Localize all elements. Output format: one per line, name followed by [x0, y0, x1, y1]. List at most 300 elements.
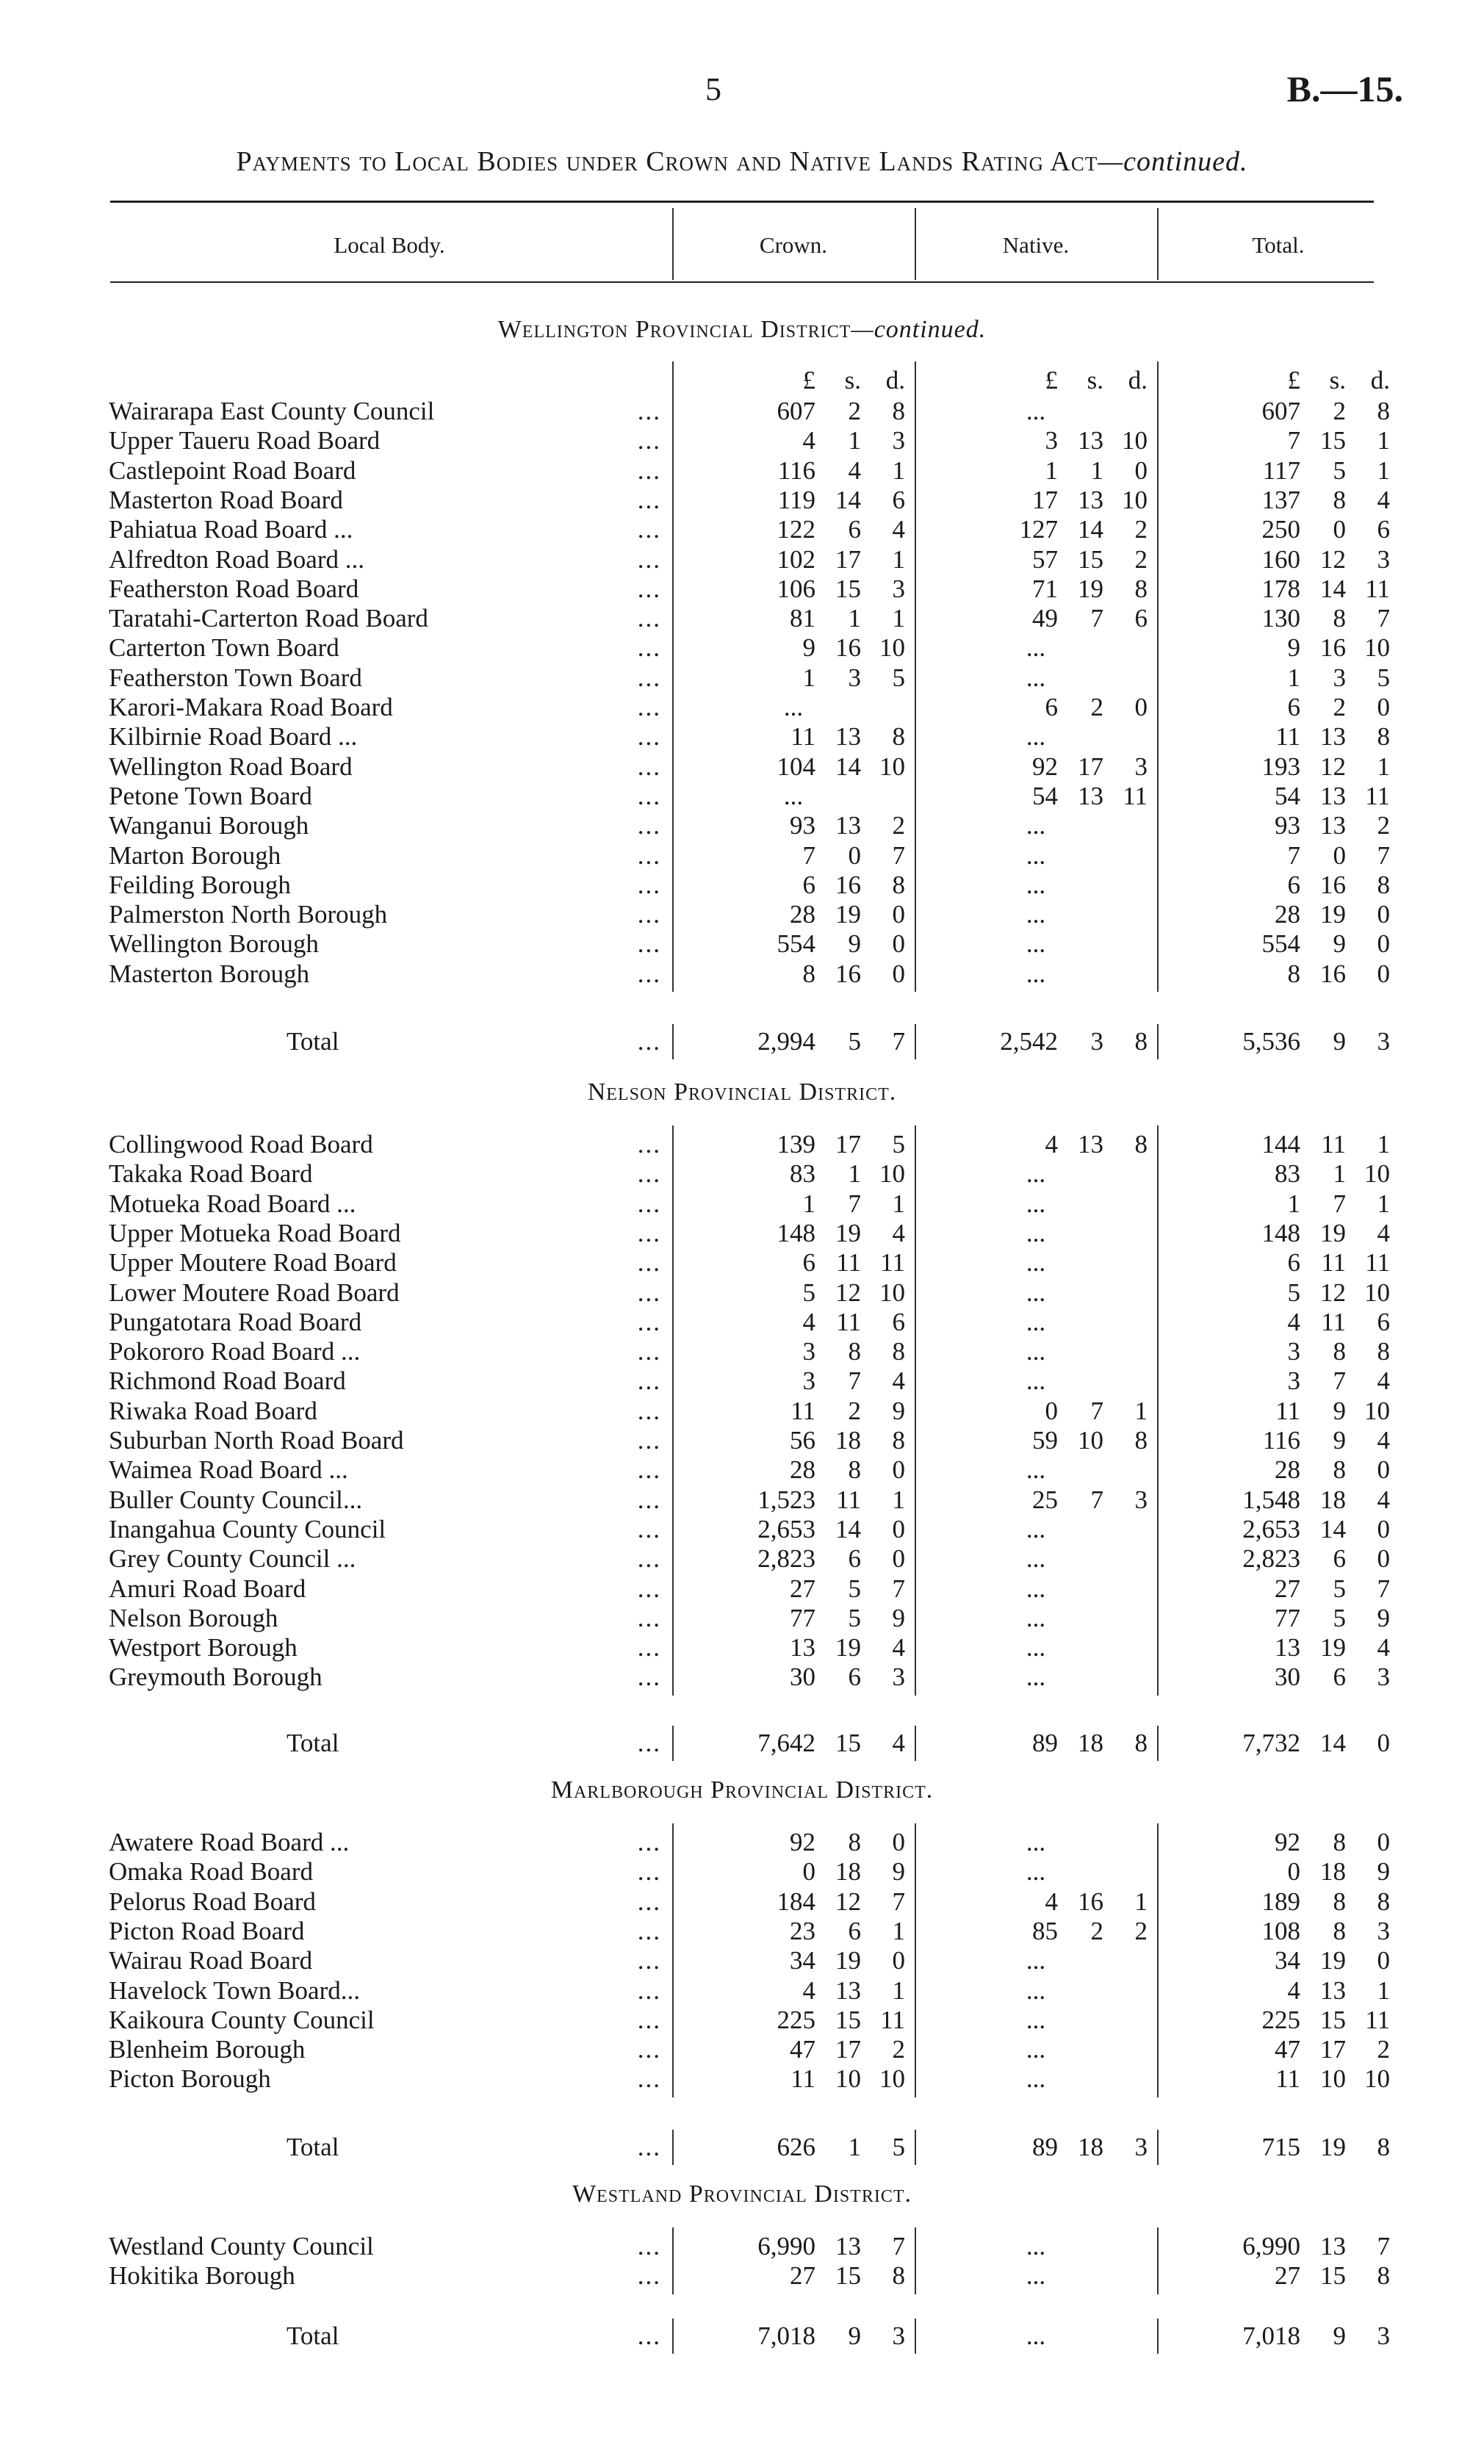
native-nil: ... — [1026, 929, 1046, 959]
total-shillings: 7 — [1333, 1189, 1346, 1218]
crown-shillings: 17 — [835, 544, 861, 574]
native-pounds: 127 — [1019, 515, 1058, 544]
native-nil: ... — [1026, 1514, 1046, 1543]
native-pence: 10 — [1122, 426, 1148, 455]
total-pounds: 2,823 — [1242, 1544, 1300, 1574]
native-shillings: 7 — [1090, 1396, 1103, 1425]
leader-dots: ... — [637, 2133, 661, 2161]
section-title-text: Nelson Provincial District. — [587, 1078, 897, 1106]
total-pence: 3 — [1377, 1916, 1390, 1945]
crown-pence: 0 — [892, 1946, 905, 1975]
crown-pounds: 27 — [790, 1574, 815, 1603]
section-title — [0, 1776, 1484, 1804]
crown-pounds: 5 — [802, 1278, 815, 1307]
total-pounds: 34 — [1275, 1946, 1300, 1975]
total-pence: 4 — [1377, 1218, 1390, 1247]
total-pence: 6 — [1377, 1307, 1390, 1336]
total-pounds: 93 — [1275, 811, 1300, 840]
table-row — [0, 633, 1484, 663]
native-nil: ... — [1026, 1603, 1046, 1632]
crown-pence: 4 — [892, 1218, 905, 1247]
crown-pounds: 122 — [777, 515, 815, 544]
total-total-shillings: 9 — [1333, 1027, 1346, 1056]
local-body-name: Upper Moutere Road Board — [109, 1248, 397, 1278]
native-pounds: 71 — [1032, 574, 1058, 603]
crown-shillings: 5 — [848, 1603, 861, 1632]
table-row — [0, 1278, 1484, 1308]
table-row — [0, 1887, 1484, 1917]
native-nil: ... — [1026, 1663, 1046, 1692]
local-body-name: Inangahua County Council — [109, 1514, 386, 1543]
total-pence: 7 — [1377, 604, 1390, 633]
total-pound-symbol: £ — [1287, 366, 1300, 395]
leader-dots: ... — [637, 752, 661, 781]
total-pence: 11 — [1365, 2005, 1390, 2034]
column-header-local-body: Local Body. — [334, 232, 445, 258]
leader-dots: ... — [637, 1189, 661, 1218]
local-body-name: Wairau Road Board — [109, 1946, 313, 1975]
total-shillings: 2 — [1333, 693, 1346, 721]
crown-pounds: 607 — [777, 397, 815, 425]
total-pence: 0 — [1377, 693, 1390, 721]
total-crown-pence: 4 — [892, 1729, 905, 1757]
crown-pence-symbol: d. — [885, 366, 905, 395]
crown-pence: 0 — [892, 1828, 905, 1856]
header-divider — [672, 208, 674, 280]
table-row — [0, 2035, 1484, 2064]
native-nil: ... — [1026, 1544, 1046, 1574]
leader-dots: ... — [637, 1663, 661, 1692]
total-pence: 1 — [1377, 752, 1390, 781]
total-native-pence: 8 — [1134, 1729, 1148, 1757]
crown-shillings: 18 — [835, 1857, 861, 1887]
total-pence: 1 — [1377, 455, 1390, 485]
total-shillings: 8 — [1333, 1455, 1346, 1485]
total-pounds: 8 — [1287, 959, 1300, 988]
total-pence: 4 — [1377, 1633, 1390, 1663]
native-pounds: 49 — [1032, 604, 1058, 633]
crown-pence: 0 — [892, 1455, 905, 1485]
total-pounds: 108 — [1261, 1916, 1300, 1945]
crown-shillings: 17 — [835, 2035, 861, 2064]
crown-shillings: 15 — [835, 574, 861, 603]
total-pence: 6 — [1377, 515, 1390, 544]
total-pence: 0 — [1377, 1455, 1390, 1485]
total-pounds: 7 — [1287, 840, 1300, 870]
total-shillings: 14 — [1320, 1514, 1346, 1543]
total-pounds: 148 — [1261, 1218, 1300, 1247]
crown-shillings: 13 — [835, 811, 861, 840]
crown-nil: ... — [783, 781, 804, 810]
total-shillings: 11 — [1321, 1130, 1346, 1159]
local-body-name: Featherston Road Board — [109, 574, 359, 603]
table-row — [0, 1426, 1484, 1455]
total-pounds: 137 — [1261, 485, 1300, 514]
leader-dots: ... — [637, 515, 661, 544]
crown-pence: 10 — [879, 1278, 905, 1307]
crown-shillings: 10 — [835, 2064, 861, 2094]
crown-shillings: 13 — [835, 2232, 861, 2261]
local-body-name: Upper Taueru Road Board — [109, 426, 381, 455]
crown-pounds: 0 — [802, 1857, 815, 1887]
crown-shillings: 6 — [848, 1916, 861, 1945]
local-body-name: Buller County Council... — [109, 1485, 363, 1514]
crown-pence: 1 — [892, 604, 905, 633]
native-shillings: 14 — [1078, 515, 1103, 544]
crown-shillings: 14 — [835, 1514, 861, 1543]
native-pounds: 17 — [1032, 485, 1058, 514]
leader-dots: ... — [637, 1396, 661, 1425]
crown-pounds: 4 — [802, 1975, 815, 2005]
crown-shillings: 18 — [835, 1426, 861, 1455]
header-divider — [915, 208, 916, 280]
native-pounds: 0 — [1045, 1396, 1058, 1425]
native-nil: ... — [1026, 1248, 1046, 1278]
total-pence: 8 — [1377, 870, 1390, 899]
table-row — [0, 1828, 1484, 1857]
crown-pounds: 4 — [802, 426, 815, 455]
crown-shillings: 11 — [836, 1485, 861, 1514]
local-body-name: Waimea Road Board ... — [109, 1455, 348, 1485]
leader-dots: ... — [637, 2005, 661, 2034]
total-shillings: 13 — [1320, 2232, 1346, 2261]
table-row — [0, 545, 1484, 574]
crown-shillings: 16 — [835, 959, 861, 988]
crown-shillings: 6 — [848, 1663, 861, 1692]
native-pence: 1 — [1134, 1396, 1148, 1425]
total-shillings: 1 — [1333, 1159, 1346, 1189]
crown-pounds: 11 — [790, 1396, 815, 1425]
leader-dots: ... — [637, 722, 661, 752]
crown-pence: 8 — [892, 722, 905, 752]
total-native-pence: 8 — [1134, 1027, 1148, 1056]
leader-dots: ... — [637, 870, 661, 899]
crown-shillings: 7 — [848, 1189, 861, 1218]
total-pence: 11 — [1365, 781, 1390, 810]
crown-shillings: 19 — [835, 1633, 861, 1663]
leader-dots: ... — [637, 1366, 661, 1396]
native-nil: ... — [1026, 1366, 1046, 1396]
crown-shillings: 8 — [848, 1337, 861, 1366]
total-pence: 7 — [1377, 2232, 1390, 2261]
total-pounds: 117 — [1262, 455, 1300, 485]
crown-pounds: 184 — [777, 1887, 815, 1916]
crown-pence: 10 — [879, 633, 905, 663]
section-title-text: Westland Provincial District. — [572, 2180, 912, 2208]
crown-pence: 0 — [892, 900, 905, 929]
native-pence: 11 — [1123, 781, 1148, 810]
table-row — [0, 1308, 1484, 1337]
total-pence: 8 — [1377, 1887, 1390, 1916]
crown-shillings: 15 — [835, 2261, 861, 2291]
crown-pounds: 8 — [802, 959, 815, 988]
leader-dots: ... — [637, 1857, 661, 1887]
local-body-name: Carterton Town Board — [109, 633, 339, 663]
total-pence: 11 — [1365, 1248, 1390, 1278]
crown-pounds: 3 — [802, 1337, 815, 1366]
total-pence: 4 — [1377, 1426, 1390, 1455]
total-pounds: 607 — [1261, 397, 1300, 425]
native-shilling-symbol: s. — [1087, 366, 1103, 395]
leader-dots: ... — [637, 663, 661, 692]
leader-dots: ... — [637, 781, 661, 810]
leader-dots: ... — [637, 929, 661, 959]
crown-pence: 4 — [892, 1633, 905, 1663]
local-body-name: Awatere Road Board ... — [109, 1828, 350, 1856]
table-row — [0, 722, 1484, 752]
total-pence: 0 — [1377, 900, 1390, 929]
native-pence: 8 — [1134, 574, 1148, 603]
total-pence: 2 — [1377, 2035, 1390, 2064]
total-pence: 0 — [1377, 1544, 1390, 1574]
leader-dots: ... — [637, 1307, 661, 1336]
total-shillings: 13 — [1320, 722, 1346, 752]
crown-shillings: 7 — [848, 1366, 861, 1396]
total-pence: 0 — [1377, 1828, 1390, 1856]
unit-header-row — [0, 366, 1484, 395]
crown-pound-symbol: £ — [802, 366, 815, 395]
total-shillings: 2 — [1333, 397, 1346, 425]
native-nil: ... — [1026, 1975, 1046, 2005]
native-pounds: 85 — [1032, 1916, 1058, 1945]
total-pounds: 11 — [1275, 722, 1300, 752]
crown-shillings: 11 — [836, 1248, 861, 1278]
total-pence: 7 — [1377, 1574, 1390, 1603]
document-reference: B.—15. — [1286, 68, 1403, 109]
total-pounds: 116 — [1262, 1426, 1300, 1455]
column-header-total: Total. — [1252, 232, 1305, 258]
crown-pounds: 6 — [802, 870, 815, 899]
crown-pence: 3 — [892, 1663, 905, 1692]
total-shillings: 5 — [1333, 1603, 1346, 1632]
local-body-name: Suburban North Road Board — [109, 1426, 404, 1455]
crown-pounds: 93 — [790, 811, 815, 840]
native-pence: 2 — [1134, 1916, 1148, 1945]
table-row — [0, 1189, 1484, 1219]
crown-shillings: 6 — [848, 1544, 861, 1574]
table-row — [0, 1130, 1484, 1159]
local-body-name: Pungatotara Road Board — [109, 1307, 362, 1336]
total-shillings: 19 — [1320, 900, 1346, 929]
total-shillings: 16 — [1320, 870, 1346, 899]
table-row — [0, 1337, 1484, 1366]
leader-dots: ... — [637, 1337, 661, 1366]
leader-dots: ... — [637, 1248, 661, 1278]
total-pence: 7 — [1377, 840, 1390, 870]
table-row — [0, 752, 1484, 782]
section-total-row — [0, 1729, 1484, 1758]
local-body-name: Marton Borough — [109, 840, 281, 870]
total-native-pounds: 89 — [1032, 1729, 1058, 1757]
total-shillings: 8 — [1333, 1337, 1346, 1366]
native-shillings: 15 — [1078, 544, 1103, 574]
crown-pounds: 9 — [802, 633, 815, 663]
crown-pence: 4 — [892, 1366, 905, 1396]
native-nil: ... — [1026, 663, 1046, 692]
crown-pence: 9 — [892, 1857, 905, 1887]
total-shillings: 3 — [1333, 663, 1346, 692]
native-nil: ... — [1026, 1218, 1046, 1247]
leader-dots: ... — [637, 811, 661, 840]
total-shillings: 12 — [1320, 1278, 1346, 1307]
native-nil: ... — [1026, 1337, 1046, 1366]
crown-pence: 2 — [892, 811, 905, 840]
total-pounds: 7 — [1287, 426, 1300, 455]
total-native-nil: ... — [1026, 2321, 1046, 2350]
crown-pence: 0 — [892, 1544, 905, 1574]
local-body-name: Featherston Town Board — [109, 663, 362, 692]
total-pounds: 3 — [1287, 1366, 1300, 1396]
table-row — [0, 1946, 1484, 1975]
total-pence: 1 — [1377, 426, 1390, 455]
total-pence-symbol: d. — [1370, 366, 1390, 395]
local-body-name: Greymouth Borough — [109, 1663, 323, 1692]
total-pounds: 0 — [1287, 1857, 1300, 1887]
local-body-name: Motueka Road Board ... — [109, 1189, 356, 1218]
total-crown-shillings: 9 — [848, 2321, 861, 2350]
total-shillings: 9 — [1333, 1426, 1346, 1455]
local-body-name: Karori-Makara Road Board — [109, 693, 393, 721]
total-shillings: 8 — [1333, 604, 1346, 633]
total-shillings: 5 — [1333, 455, 1346, 485]
table-row — [0, 1455, 1484, 1485]
crown-shillings: 16 — [835, 870, 861, 899]
total-pounds: 1 — [1287, 1189, 1300, 1218]
crown-pounds: 27 — [790, 2261, 815, 2291]
total-shillings: 14 — [1320, 574, 1346, 603]
total-pence: 9 — [1377, 1603, 1390, 1632]
local-body-name: Pelorus Road Board — [109, 1887, 316, 1916]
table-row — [0, 486, 1484, 515]
leader-dots: ... — [637, 2261, 661, 2291]
native-nil: ... — [1026, 2232, 1046, 2261]
total-total-pence: 8 — [1377, 2133, 1390, 2161]
document-title-main: Payments to Local Bodies under Crown and Native Lands Rating Act — [236, 146, 1098, 177]
native-nil: ... — [1026, 811, 1046, 840]
total-total-pounds: 5,536 — [1242, 1027, 1300, 1056]
total-pence: 2 — [1377, 811, 1390, 840]
crown-pence: 8 — [892, 870, 905, 899]
total-shillings: 18 — [1320, 1485, 1346, 1514]
column-header-crown: Crown. — [759, 232, 828, 258]
native-nil: ... — [1026, 1307, 1046, 1336]
native-pounds: 1 — [1045, 455, 1058, 485]
total-shilling-symbol: s. — [1329, 366, 1346, 395]
local-body-name: Masterton Borough — [109, 959, 310, 988]
total-crown-pence: 3 — [892, 2321, 905, 2350]
total-shillings: 17 — [1320, 2035, 1346, 2064]
local-body-name: Palmerston North Borough — [109, 900, 388, 929]
section-title-text: Marlborough Provincial District. — [550, 1776, 934, 1804]
native-pounds: 92 — [1032, 752, 1058, 781]
native-nil: ... — [1026, 1828, 1046, 1856]
total-shillings: 9 — [1333, 1396, 1346, 1425]
crown-pounds: 7 — [802, 840, 815, 870]
total-total-shillings: 9 — [1333, 2321, 1346, 2350]
total-pence: 4 — [1377, 1366, 1390, 1396]
total-pounds: 77 — [1275, 1603, 1300, 1632]
total-shillings: 15 — [1320, 2261, 1346, 2291]
total-pounds: 27 — [1275, 2261, 1300, 2291]
crown-pence: 5 — [892, 663, 905, 692]
table-row — [0, 1366, 1484, 1396]
crown-shillings: 1 — [848, 426, 861, 455]
native-pounds: 25 — [1032, 1485, 1058, 1514]
leader-dots: ... — [637, 2064, 661, 2094]
local-body-name: Castlepoint Road Board — [109, 455, 356, 485]
table-row — [0, 1248, 1484, 1278]
crown-pence: 6 — [892, 485, 905, 514]
local-body-name: Westland County Council — [109, 2232, 374, 2261]
crown-shillings: 9 — [848, 929, 861, 959]
crown-pence: 9 — [892, 1396, 905, 1425]
table-row — [0, 397, 1484, 426]
total-shillings: 6 — [1333, 1544, 1346, 1574]
crown-pounds: 81 — [790, 604, 815, 633]
total-shillings: 5 — [1333, 1574, 1346, 1603]
native-nil: ... — [1026, 1159, 1046, 1189]
local-body-name: Pahiatua Road Board ... — [109, 515, 353, 544]
leader-dots: ... — [637, 1633, 661, 1663]
total-label: Total — [287, 2321, 339, 2350]
total-shillings: 19 — [1320, 1946, 1346, 1975]
total-pence: 8 — [1377, 1337, 1390, 1366]
section-total-row — [0, 2321, 1484, 2351]
total-pence: 0 — [1377, 929, 1390, 959]
table-row — [0, 2064, 1484, 2094]
table-row — [0, 811, 1484, 840]
total-pence: 0 — [1377, 1946, 1390, 1975]
total-total-pounds: 7,018 — [1242, 2321, 1300, 2350]
native-shillings: 7 — [1090, 1485, 1103, 1514]
crown-shillings: 19 — [835, 1218, 861, 1247]
total-shillings: 11 — [1321, 1307, 1346, 1336]
total-pence: 3 — [1377, 544, 1390, 574]
local-body-name: Hokitika Borough — [109, 2261, 295, 2291]
crown-shillings: 14 — [835, 485, 861, 514]
table-row — [0, 1976, 1484, 2006]
local-body-name: Omaka Road Board — [109, 1857, 313, 1887]
table-row — [0, 1159, 1484, 1189]
native-nil: ... — [1026, 722, 1046, 752]
total-pounds: 1,548 — [1242, 1485, 1300, 1514]
table-row — [0, 2261, 1484, 2291]
leader-dots: ... — [637, 426, 661, 455]
total-pence: 10 — [1364, 1396, 1390, 1425]
document-title-continued: —continued. — [1098, 146, 1248, 177]
crown-pounds: 83 — [790, 1159, 815, 1189]
crown-pounds: 6,990 — [757, 2232, 815, 2261]
crown-pounds: 225 — [777, 2005, 815, 2034]
native-nil: ... — [1026, 2035, 1046, 2064]
table-row — [0, 515, 1484, 544]
leader-dots: ... — [637, 574, 661, 603]
total-label: Total — [287, 2133, 339, 2161]
leader-dots: ... — [637, 455, 661, 485]
leader-dots: ... — [637, 1218, 661, 1247]
crown-pounds: 47 — [790, 2035, 815, 2064]
total-crown-shillings: 15 — [835, 1729, 861, 1757]
total-pounds: 6 — [1287, 870, 1300, 899]
total-shillings: 16 — [1320, 959, 1346, 988]
leader-dots: ... — [637, 1946, 661, 1975]
native-nil: ... — [1026, 1574, 1046, 1603]
leader-dots: ... — [637, 1426, 661, 1455]
total-pounds: 13 — [1275, 1633, 1300, 1663]
crown-pounds: 148 — [777, 1218, 815, 1247]
total-shillings: 13 — [1320, 1975, 1346, 2005]
crown-pounds: 92 — [790, 1828, 815, 1856]
